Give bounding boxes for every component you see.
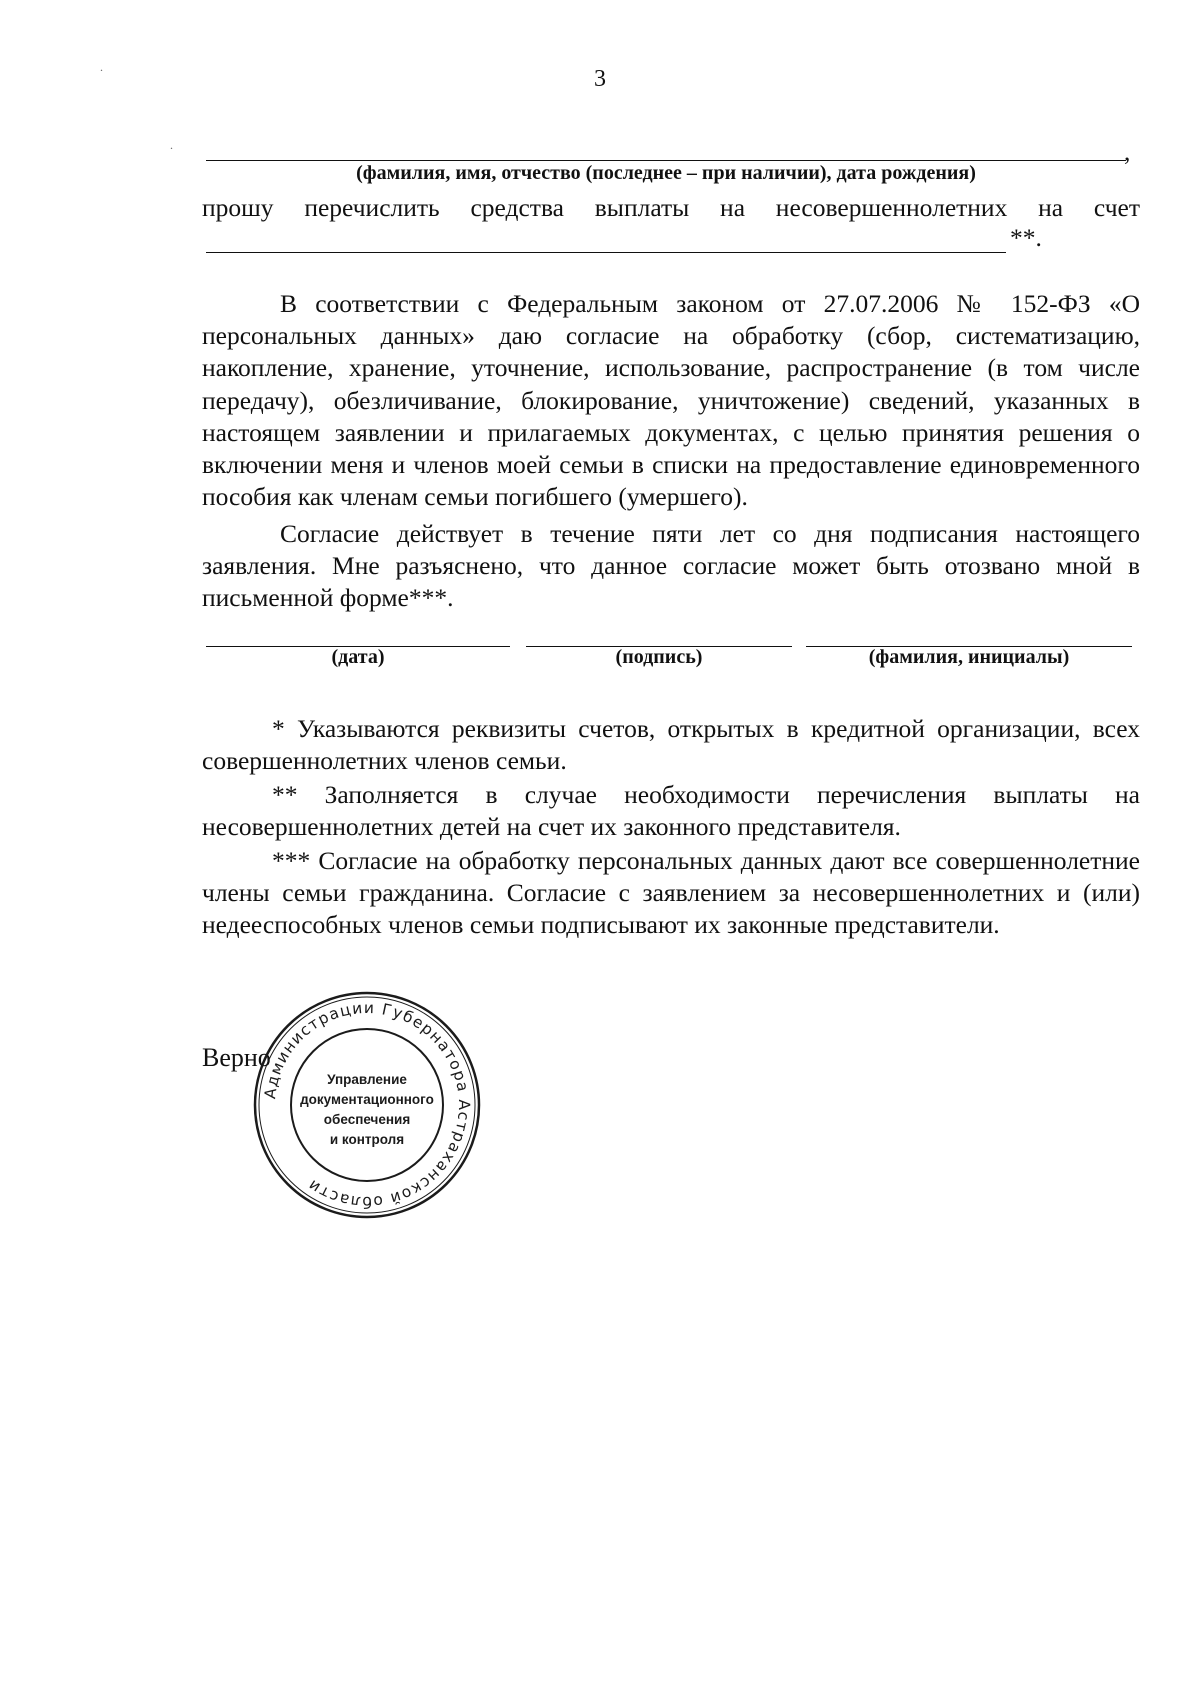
account-blank-line bbox=[206, 252, 1006, 253]
applicant-line-comma: , bbox=[1124, 137, 1131, 166]
applicant-name-blank-line bbox=[206, 160, 1126, 161]
seal-graphic bbox=[252, 990, 482, 1220]
scan-speck: . bbox=[100, 60, 103, 74]
scan-speck: . bbox=[170, 138, 173, 152]
footnote-1: * Указываются реквизиты счетов, открытых в кредитной организации, всех совершеннолетних членов семьи. bbox=[202, 714, 1140, 776]
name-caption: (фамилия, инициалы) bbox=[868, 646, 1070, 668]
page-number: 3 bbox=[594, 66, 606, 92]
date-caption: (дата) bbox=[331, 646, 385, 668]
official-seal bbox=[252, 990, 482, 1220]
request-line: прошу перечислить средства выплаты на несовершеннолетних на счет bbox=[202, 193, 1140, 222]
seal-center-line-1: Управление bbox=[327, 1072, 407, 1087]
certification-label: Верно bbox=[202, 1043, 271, 1072]
seal-center-line-3: обеспечения bbox=[323, 1112, 411, 1127]
account-line-marks: **. bbox=[1010, 223, 1042, 252]
seal-center-line-4: и контроля bbox=[329, 1132, 405, 1147]
seal-center-line-2: документационного bbox=[300, 1092, 434, 1107]
seal-ring-text: Администрации Губернатора Астраханской области bbox=[261, 998, 474, 1212]
signature-caption: (подпись) bbox=[615, 646, 703, 668]
footnote-2: ** Заполняется в случае необходимости перечисления выплаты на несовершеннолетних детей на счет их законного представителя. bbox=[202, 780, 1140, 842]
footnote-3: *** Согласие на обработку персональных данных дают все совершеннолетние члены семьи гражданина. Согласие с заявлением за несовершеннолетних и (или) недееспособных членов семьи подписывают их законные представители. bbox=[202, 846, 1140, 940]
applicant-caption: (фамилия, имя, отчество (последнее – при наличии), дата рождения) bbox=[356, 162, 976, 184]
validity-paragraph: Согласие действует в течение пяти лет со дня подписания настоящего заявления. Мне разъяснено, что данное согласие может быть отозвано мной в письменной форме***. bbox=[202, 519, 1140, 613]
consent-paragraph: В соответствии с Федеральным законом от 27.07.2006 № 152-ФЗ «О персональных данных» даю согласие на обработку (сбор, систематизацию, накопление, хранение, уточнение, использование, распространение (в том числе передачу), обезличивание, блокирование, уничтожение) сведений, указанных в настоящем заявлении и прилагаемых документах, с целью принятия решения о включении меня и членов моей семьи в списки на предоставление единовременного пособия как членам семьи погибшего (умершего). bbox=[202, 289, 1140, 512]
